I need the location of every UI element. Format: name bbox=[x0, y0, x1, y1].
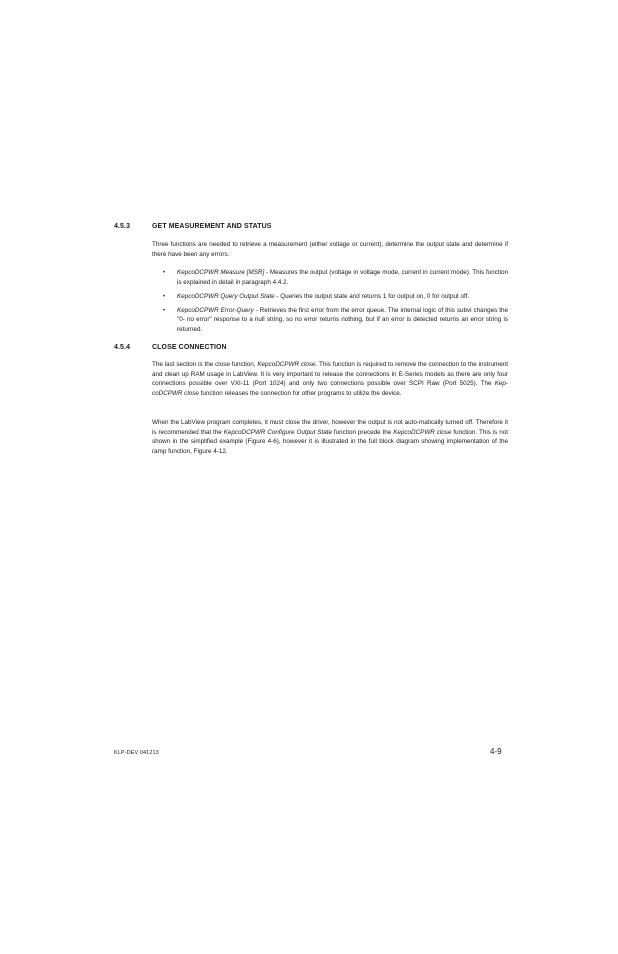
section-intro-paragraph: Three functions are needed to retrieve a measurement (either voltage or current), determine the output state and determine if there have been any errors. bbox=[152, 241, 508, 258]
bullet-item-error-query bbox=[163, 306, 508, 335]
function-description: - Queries the output state and returns 1 for output on, 0 for output off. bbox=[274, 292, 470, 300]
function-description: - Retrieves the first error from the error queue. The internal logic of this subvi changes the "0- no error" response to a null string, so no error returns nothing, but if an error is detected returns an error string is returned. bbox=[177, 306, 508, 333]
footer-document-id: KLP-DEV 041213 bbox=[114, 750, 159, 756]
function-description: - Measures the output (voltage in voltage mode, current in current mode). This function is explained in detail in paragraph 4.4.2. bbox=[177, 269, 509, 286]
function-name: KepcoDCPWR Error-Query bbox=[177, 306, 254, 314]
function-name: Kep-coDCPWR close bbox=[152, 380, 508, 397]
text-run: function releases the connection for other programs to utilize the device. bbox=[198, 389, 402, 397]
section-number: 4.5.3 bbox=[114, 223, 131, 230]
bullet-icon: • bbox=[163, 269, 166, 276]
function-name: KepcoDCPWR close bbox=[257, 361, 316, 368]
section-number: 4.5.4 bbox=[114, 344, 131, 351]
text-run: The last section is the close function, bbox=[152, 361, 258, 368]
function-name: KepcoDCPWR Measure [MSR] bbox=[177, 269, 265, 276]
text-run: . This function is required to remove the connection to the instrument and clean up RAM usage in LabView. It is very important to release the connections in E-Series models as there are only four connections possible over VXI-11 (Port 1024) and only two connections possible over SCPI Raw (Port 5025). The bbox=[152, 361, 509, 387]
text-run: When the LabView program completes, it must close the driver, however the output is not auto-matically turned off. Therefore it is recommended that the bbox=[152, 419, 508, 436]
bullet-item-measure bbox=[163, 268, 508, 287]
text-run: function. This is not shown in the simplified example (Figure 4-6), however it is illustrated in the full block diagram showing implementation of the ramp function, Figure 4-12. bbox=[152, 428, 508, 455]
footer-page-number: 4-9 bbox=[490, 747, 502, 756]
section-title: CLOSE CONNECTION bbox=[152, 344, 227, 351]
function-bullet-list bbox=[163, 268, 508, 339]
bullet-item-query-output-state bbox=[163, 292, 508, 302]
text-run: function precede the bbox=[331, 428, 394, 436]
bullet-icon: • bbox=[163, 306, 166, 314]
function-name: KepcoDCPWR Configure Output State bbox=[223, 428, 332, 436]
function-name: KepcoDCPWR Query Output State bbox=[177, 292, 275, 300]
bullet-icon: • bbox=[163, 292, 166, 300]
program-completion-paragraph bbox=[152, 418, 508, 456]
section-title: GET MEASUREMENT AND STATUS bbox=[152, 223, 272, 230]
close-function-paragraph bbox=[152, 360, 508, 398]
function-name: KepcoDCPWR close bbox=[393, 428, 452, 436]
